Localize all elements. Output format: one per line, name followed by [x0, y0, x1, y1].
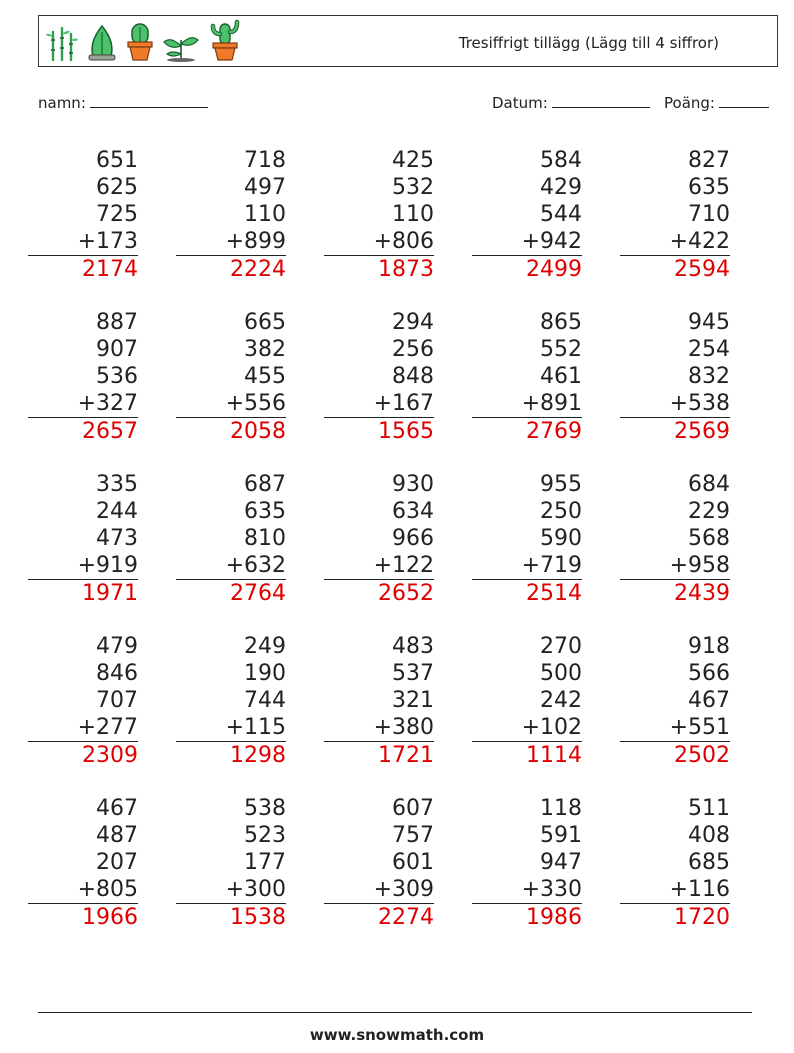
addend-with-plus: +122	[324, 552, 434, 580]
addition-problem	[176, 147, 286, 284]
addend-with-plus: +309	[324, 876, 434, 904]
addend-with-plus: +538	[620, 390, 730, 418]
addend: 483	[392, 634, 434, 659]
addend-with-plus: +277	[28, 714, 138, 742]
addition-problem	[472, 147, 582, 284]
cactus-pot-icon	[125, 22, 155, 62]
answer: 2499	[526, 257, 582, 282]
addition-problem	[324, 147, 434, 284]
date-field[interactable]	[492, 93, 650, 112]
answer: 2224	[230, 257, 286, 282]
addition-problem	[28, 633, 138, 770]
header-box	[38, 15, 778, 67]
addend: 467	[96, 796, 138, 821]
addend: 177	[244, 850, 286, 875]
name-line[interactable]	[90, 93, 208, 108]
addend: 887	[96, 310, 138, 335]
addition-problem	[620, 795, 730, 932]
addend: 584	[540, 148, 582, 173]
addend: 408	[688, 823, 730, 848]
addend-with-plus: +330	[472, 876, 582, 904]
score-label: Poäng:	[664, 94, 715, 112]
header-icons	[45, 22, 243, 62]
addition-problem	[28, 795, 138, 932]
date-line[interactable]	[552, 93, 650, 108]
addend: 725	[96, 202, 138, 227]
addend: 544	[540, 202, 582, 227]
addend: 455	[244, 364, 286, 389]
answer: 2514	[526, 581, 582, 606]
footer-site: www.snowmath.com	[309, 1026, 485, 1044]
addend: 744	[244, 688, 286, 713]
addend-with-plus: +919	[28, 552, 138, 580]
answer: 1298	[230, 743, 286, 768]
addend: 918	[688, 634, 730, 659]
addend: 945	[688, 310, 730, 335]
addend: 907	[96, 337, 138, 362]
addend-with-plus: +942	[472, 228, 582, 256]
addend: 207	[96, 850, 138, 875]
addend: 256	[392, 337, 434, 362]
answer: 2274	[378, 905, 434, 930]
addition-problem	[620, 309, 730, 446]
score-field[interactable]	[664, 93, 769, 112]
answer: 1114	[526, 743, 582, 768]
addend: 382	[244, 337, 286, 362]
addend: 538	[244, 796, 286, 821]
answer: 1986	[526, 905, 582, 930]
addend: 500	[540, 661, 582, 686]
addend: 635	[688, 175, 730, 200]
addend: 110	[392, 202, 434, 227]
addend: 684	[688, 472, 730, 497]
answer: 1720	[674, 905, 730, 930]
addend-with-plus: +115	[176, 714, 286, 742]
addend: 254	[688, 337, 730, 362]
potted-cactus-icon	[207, 18, 243, 62]
addend: 242	[540, 688, 582, 713]
answer: 2502	[674, 743, 730, 768]
answer: 2569	[674, 419, 730, 444]
addition-problem	[324, 309, 434, 446]
addend: 270	[540, 634, 582, 659]
addition-problem	[472, 471, 582, 608]
addend: 707	[96, 688, 138, 713]
addend: 244	[96, 499, 138, 524]
addend-with-plus: +173	[28, 228, 138, 256]
addition-problem	[324, 633, 434, 770]
addition-problem	[176, 633, 286, 770]
answer: 2594	[674, 257, 730, 282]
addend: 479	[96, 634, 138, 659]
addend: 810	[244, 526, 286, 551]
worksheet-title: Tresiffrigt tillägg (Lägg till 4 siffror)	[458, 34, 719, 52]
addend: 429	[540, 175, 582, 200]
addend: 757	[392, 823, 434, 848]
addition-problem	[28, 471, 138, 608]
addend: 497	[244, 175, 286, 200]
addition-problem	[176, 471, 286, 608]
addend: 487	[96, 823, 138, 848]
addition-problem	[620, 471, 730, 608]
addend: 568	[688, 526, 730, 551]
addend-with-plus: +958	[620, 552, 730, 580]
addend: 250	[540, 499, 582, 524]
answer: 2652	[378, 581, 434, 606]
answer: 1966	[82, 905, 138, 930]
addend: 718	[244, 148, 286, 173]
addend: 710	[688, 202, 730, 227]
addend-with-plus: +805	[28, 876, 138, 904]
addition-problem	[472, 633, 582, 770]
addend: 467	[688, 688, 730, 713]
name-field[interactable]	[38, 93, 208, 112]
addition-problem	[620, 633, 730, 770]
addition-problem	[472, 795, 582, 932]
answer: 1721	[378, 743, 434, 768]
addition-problem	[620, 147, 730, 284]
addend: 190	[244, 661, 286, 686]
answer: 2657	[82, 419, 138, 444]
answer: 1565	[378, 419, 434, 444]
addend: 947	[540, 850, 582, 875]
addend-with-plus: +551	[620, 714, 730, 742]
addend: 537	[392, 661, 434, 686]
addend: 321	[392, 688, 434, 713]
addend: 685	[688, 850, 730, 875]
addend: 635	[244, 499, 286, 524]
addition-problem	[28, 147, 138, 284]
answer: 2309	[82, 743, 138, 768]
sprout-icon	[161, 32, 201, 62]
addend: 110	[244, 202, 286, 227]
name-label: namn:	[38, 94, 86, 112]
addend: 229	[688, 499, 730, 524]
answer: 2764	[230, 581, 286, 606]
addend: 473	[96, 526, 138, 551]
addend: 625	[96, 175, 138, 200]
answer: 2439	[674, 581, 730, 606]
addend: 523	[244, 823, 286, 848]
addend: 966	[392, 526, 434, 551]
addend: 827	[688, 148, 730, 173]
footer-divider	[38, 1012, 752, 1013]
answer: 2174	[82, 257, 138, 282]
addend: 425	[392, 148, 434, 173]
addend: 532	[392, 175, 434, 200]
addend-with-plus: +116	[620, 876, 730, 904]
addend: 118	[540, 796, 582, 821]
addend: 335	[96, 472, 138, 497]
addition-problem	[324, 795, 434, 932]
addend-with-plus: +380	[324, 714, 434, 742]
addend: 294	[392, 310, 434, 335]
addend-with-plus: +102	[472, 714, 582, 742]
addend: 955	[540, 472, 582, 497]
addend: 461	[540, 364, 582, 389]
addend: 665	[244, 310, 286, 335]
addition-problem	[28, 309, 138, 446]
addend-with-plus: +556	[176, 390, 286, 418]
leaf-plant-icon	[85, 24, 119, 62]
addend: 552	[540, 337, 582, 362]
addend-with-plus: +719	[472, 552, 582, 580]
addition-problem	[472, 309, 582, 446]
addend: 687	[244, 472, 286, 497]
addend: 590	[540, 526, 582, 551]
addend-with-plus: +422	[620, 228, 730, 256]
addend: 651	[96, 148, 138, 173]
addend: 601	[392, 850, 434, 875]
addition-problem	[324, 471, 434, 608]
answer: 2058	[230, 419, 286, 444]
answer: 2769	[526, 419, 582, 444]
answer: 1538	[230, 905, 286, 930]
addend: 249	[244, 634, 286, 659]
addend: 566	[688, 661, 730, 686]
addend: 607	[392, 796, 434, 821]
score-line[interactable]	[719, 93, 769, 108]
addend-with-plus: +632	[176, 552, 286, 580]
addend-with-plus: +899	[176, 228, 286, 256]
addend: 846	[96, 661, 138, 686]
answer: 1873	[378, 257, 434, 282]
addition-problem	[176, 309, 286, 446]
addition-problem	[176, 795, 286, 932]
addend-with-plus: +806	[324, 228, 434, 256]
addend: 865	[540, 310, 582, 335]
addend: 832	[688, 364, 730, 389]
addend-with-plus: +167	[324, 390, 434, 418]
addend: 591	[540, 823, 582, 848]
addend: 511	[688, 796, 730, 821]
addend: 848	[392, 364, 434, 389]
date-label: Datum:	[492, 94, 548, 112]
addend: 634	[392, 499, 434, 524]
addend: 536	[96, 364, 138, 389]
addend-with-plus: +327	[28, 390, 138, 418]
addend: 930	[392, 472, 434, 497]
addend-with-plus: +300	[176, 876, 286, 904]
addend-with-plus: +891	[472, 390, 582, 418]
bamboo-icon	[45, 26, 79, 62]
answer: 1971	[82, 581, 138, 606]
